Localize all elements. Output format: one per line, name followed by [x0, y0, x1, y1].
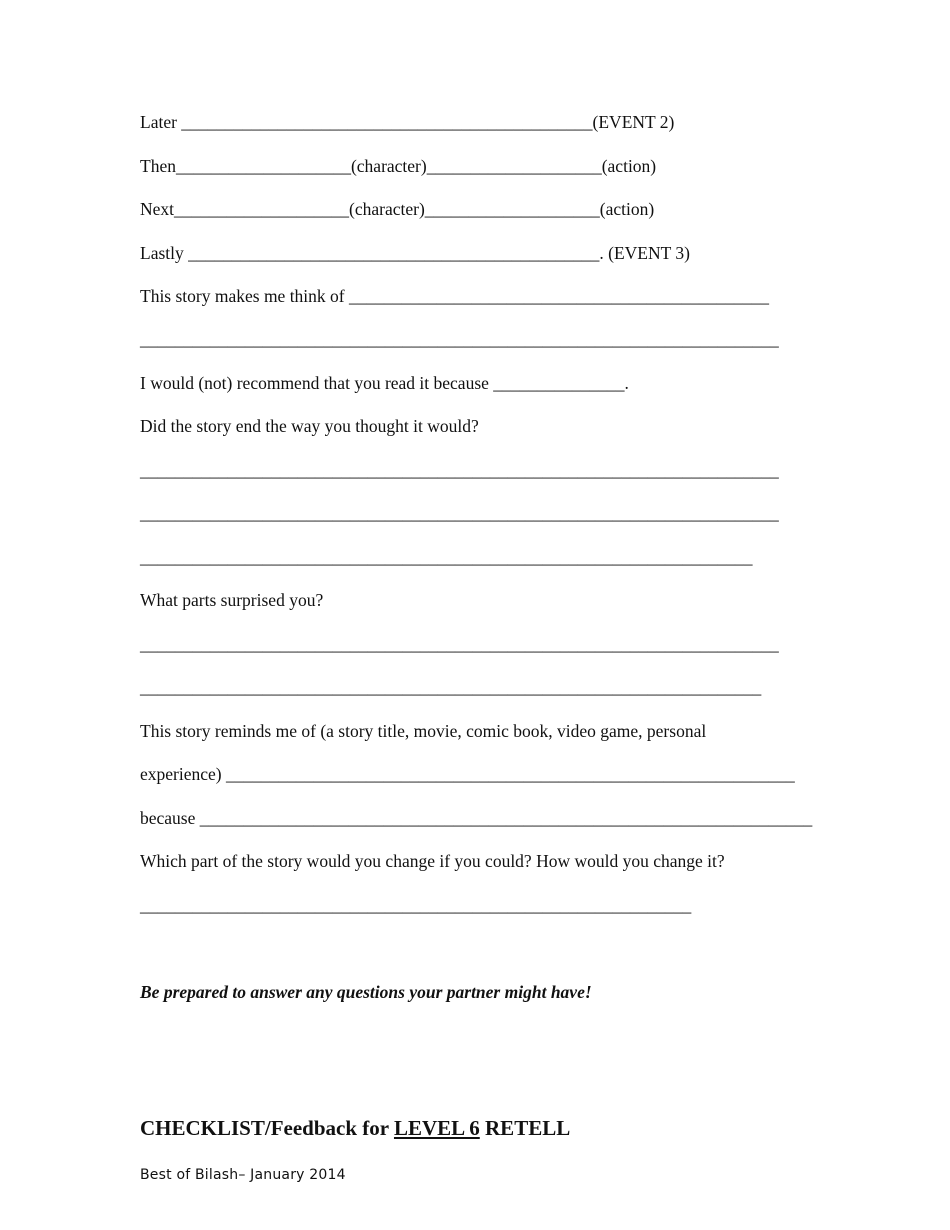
because-line[interactable]: because ______________________________________________________________________	[140, 808, 813, 828]
end-answer-line-3[interactable]: ______________________________________________________________________	[140, 547, 753, 567]
end-question: Did the story end the way you thought it would?	[140, 416, 479, 436]
next-line[interactable]: Next____________________(character)____________________(action)	[140, 199, 655, 219]
think-of-line[interactable]: This story makes me think of ________________________________________________	[140, 286, 770, 306]
lastly-line[interactable]: Lastly _______________________________________________. (EVENT 3)	[140, 243, 690, 263]
reminder-note: Be prepared to answer any questions your partner might have!	[140, 982, 592, 1002]
footer-credit: Best of Bilash– January 2014	[140, 1167, 346, 1183]
change-question: Which part of the story would you change if you could? How would you change it?	[140, 851, 725, 871]
checklist-heading	[140, 1116, 570, 1140]
heading-prefix: CHECKLIST/Feedback for	[140, 1116, 394, 1140]
surprised-answer-line-1[interactable]: _________________________________________________________________________	[140, 634, 779, 654]
heading-suffix: RETELL	[479, 1116, 571, 1140]
heading-level: LEVEL 6	[393, 1116, 480, 1140]
end-answer-line-2[interactable]: _________________________________________________________________________	[140, 503, 779, 523]
change-answer-line[interactable]: _______________________________________________________________	[140, 895, 692, 915]
think-of-blank-line[interactable]: _________________________________________________________________________	[140, 329, 779, 349]
experience-line[interactable]: experience) _________________________________________________________________	[140, 764, 795, 784]
end-answer-line-1[interactable]: _________________________________________________________________________	[140, 460, 779, 480]
reminds-question: This story reminds me of (a story title, movie, comic book, video game, personal	[140, 721, 707, 741]
later-line[interactable]: Later _______________________________________________(EVENT 2)	[140, 112, 675, 132]
surprised-question: What parts surprised you?	[140, 590, 324, 610]
recommend-line[interactable]: I would (not) recommend that you read it because _______________.	[140, 373, 629, 393]
surprised-answer-line-2[interactable]: _______________________________________________________________________	[140, 677, 762, 697]
then-line[interactable]: Then____________________(character)____________________(action)	[140, 156, 657, 176]
